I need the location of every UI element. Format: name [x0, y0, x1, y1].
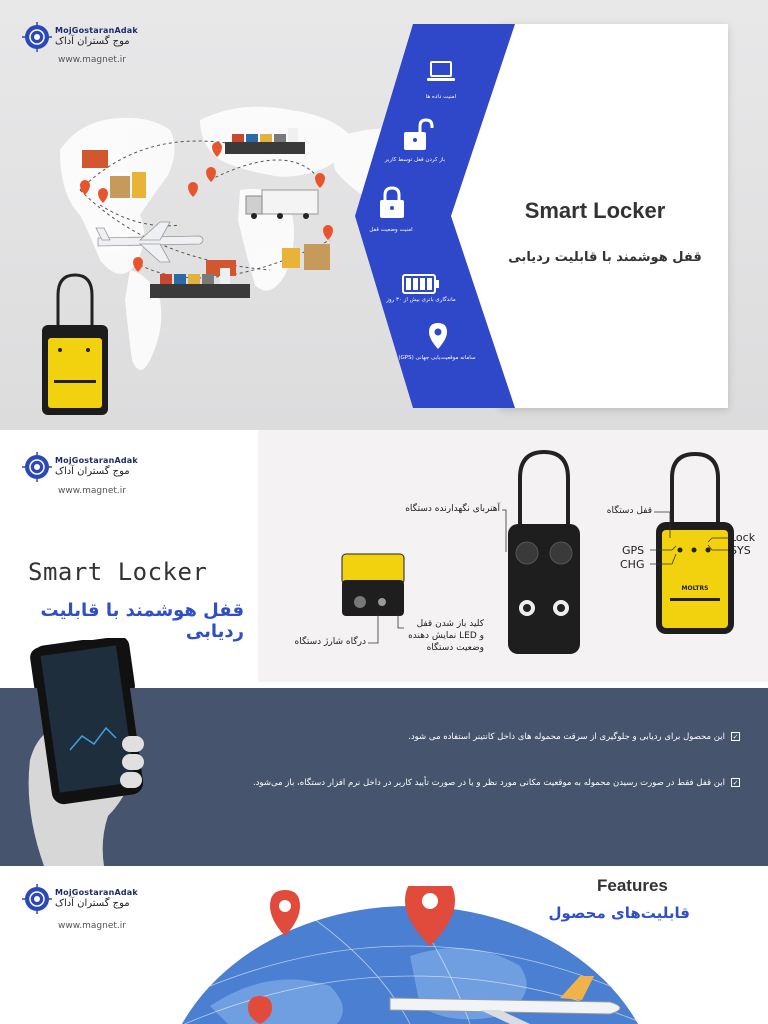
- features-subtitle: قابلیت‌های محصول: [548, 904, 690, 922]
- feature-label-data-security: امنیت داده ها: [425, 94, 457, 100]
- brand-logo: [22, 22, 138, 52]
- brand-logo-2: [22, 452, 138, 482]
- brand-emblem-icon: [22, 884, 52, 914]
- annotation-device-lock: قفل دستگاه: [606, 506, 652, 516]
- annotation-charge-port: درگاه شارژ دستگاه: [294, 637, 366, 647]
- website-link[interactable]: www.magnet.ir: [58, 921, 126, 931]
- product-subtitle: قفل هوشمند با قابلیت ردیابی: [40, 600, 244, 642]
- brand-name-en: MojGostaranAdak: [55, 888, 138, 897]
- website-link[interactable]: www.magnet.ir: [58, 55, 126, 65]
- device-brand-label: MOLTRS: [681, 585, 709, 592]
- product-title: Smart Locker: [28, 558, 208, 586]
- website-link[interactable]: www.magnet.ir: [58, 486, 126, 496]
- annotation-gps-led: GPS: [622, 544, 645, 557]
- description-bullet-2: ✓این قفل فقط در صورت رسیدن محموله به موقعیت مکانی مورد نظر و یا در صورت تأیید کاربر در داخل نرم افزار دستگاه، باز می‌شود.: [252, 778, 739, 788]
- lock-icon: [378, 186, 406, 220]
- hero-section: [0, 0, 768, 430]
- brand-name-fa: موج گستران آداک: [55, 36, 130, 47]
- features-section: [0, 866, 768, 1024]
- hand-holding-phone-image: [24, 640, 154, 866]
- hero-title: Smart Locker: [524, 198, 666, 223]
- feature-label-user-unlock: باز کردن قفل توسط کاربر: [384, 157, 446, 163]
- annotation-chg-led: CHG: [620, 558, 645, 571]
- annotation-magnet: آهنربای نگهدارنده دستگاه: [405, 504, 500, 514]
- features-title: Features: [597, 876, 668, 895]
- hero-subtitle: قفل هوشمند با قابلیت ردیابی: [508, 250, 702, 265]
- description-bullet-1: ✓این محصول برای ردیابی و جلوگیری از سرقت محموله های داخل کانتینر استفاده می شود.: [408, 732, 739, 742]
- description-section: [0, 688, 768, 866]
- checkbox-icon: ✓: [732, 733, 739, 741]
- laptop-icon: [426, 60, 456, 84]
- annotation-unlock-key: کلید باز شدن قفل و LED نمایش دهنده وضعیت دستگاه: [408, 619, 484, 653]
- brand-name-fa: موج گستران آداک: [55, 466, 130, 477]
- unlock-icon: [400, 118, 436, 152]
- smart-lock-device-image: [42, 275, 108, 415]
- checkbox-icon: ✓: [732, 779, 739, 787]
- annotation-lock-led: Lock: [730, 531, 756, 544]
- feature-label-lock-status: امنیت وضعیت قفل: [369, 227, 413, 233]
- brand-emblem-icon: [22, 452, 52, 482]
- feature-label-gps: سامانه موقعیت‌یابی جهانی (GPS): [398, 355, 476, 361]
- location-pin-icon: [428, 322, 448, 350]
- annotation-sys-led: SYS: [730, 544, 751, 557]
- brand-emblem-icon: [22, 22, 52, 52]
- brand-logo-3: [22, 884, 138, 914]
- brand-name-en: MojGostaranAdak: [55, 26, 138, 35]
- battery-icon: [402, 274, 440, 294]
- brand-name-fa: موج گستران آداک: [55, 898, 130, 909]
- feature-label-battery-life: ماندگاری باتری بیش از ۳۰ روز: [386, 297, 456, 303]
- brand-name-en: MojGostaranAdak: [55, 456, 138, 465]
